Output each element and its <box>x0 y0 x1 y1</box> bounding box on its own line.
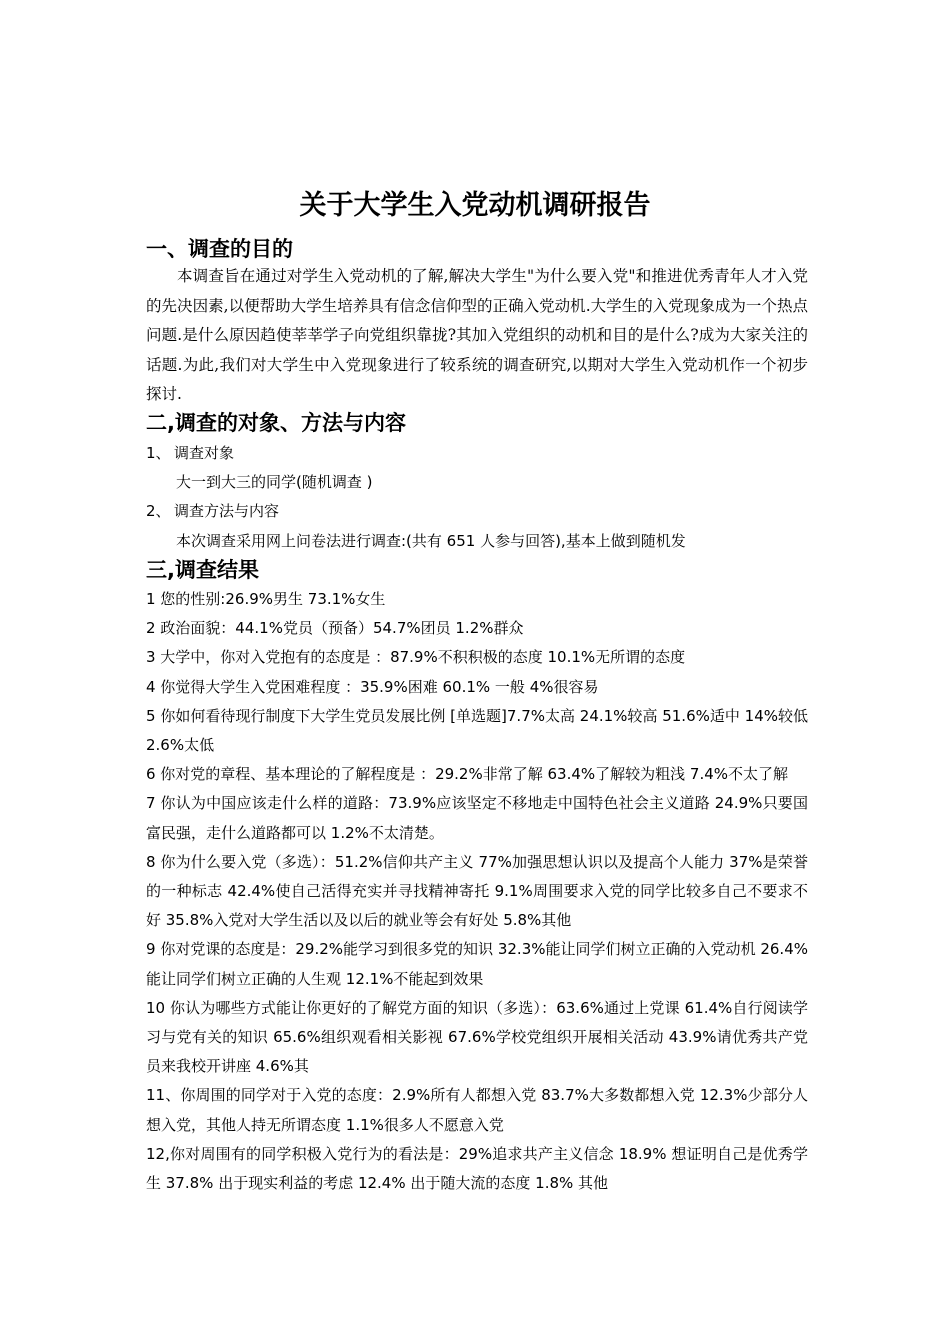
method-item-2 <box>146 497 279 526</box>
result-item-11: 11、你周围的同学对于入党的态度：2.9%所有人都想入党 83.7%大多数都想入党 12.3%少部分人想入党，其他人持无所谓态度 1.1%很多人不愿意入党 <box>146 1086 808 1134</box>
result-item-8: 8 你为什么要入党（多选）：51.2%信仰共产主义 77%加强思想认识以及提高个人能力 37%是荣誉的一种标志 42.4%使自己活得充实并寻找精神寄托 9.1%周围要求入党的同学比较多自己不要求不好 35.8%入党对大学生活以及以后的就业等会有好处 5.8%其他 <box>146 852 808 930</box>
result-item-5: 5 你如何看待现行制度下大学生党员发展比例 [单选题]7.7%太高 24.1%较高 51.6%适中 14%较低 2.6%太低 <box>146 706 808 755</box>
result-item-12: 12,你对周围有的同学积极入党行为的看法是：29%追求共产主义信念 18.9% 想证明自己是优秀学生 37.8% 出于现实利益的考虑 12.4% 出于随大流的态度 1.8% 其他 <box>146 1144 808 1193</box>
method-item-2-number: 2、 <box>146 502 171 520</box>
purpose-paragraph: 本调查旨在通过对学生入党动机的了解,解决大学生"为什么要入党"和推进优秀青年人才入党的先决因素,以便帮助大学生培养具有信念信仰型的正确入党动机.大学生的入党现象成为一个热点问题.是什么原因趋使莘莘学子向党组织靠拢?其加入党组织的动机和目的是什么?成为大家关注的话题.为此,我们对大学生中入党现象进行了较系统的调查研究,以期对大学生入党动机作一个初步探讨. <box>146 267 808 403</box>
method-item-1 <box>146 439 234 468</box>
results-list <box>146 585 808 1198</box>
result-item-1: 1 您的性别:26.9%男生 73.1%女生 <box>146 590 386 608</box>
result-item-10: 10 你认为哪些方式能让你更好的了解党方面的知识（多选）：63.6%通过上党课 61.4%自行阅读学习与党有关的知识 65.6%组织观看相关影视 67.6%学校党组织开展相关活动 43.9%请优秀共产党员来我校开讲座 4.6%其 <box>146 998 808 1076</box>
section-heading-results: 三,调查结果 <box>146 558 259 582</box>
result-item-6: 6 你对党的章程、基本理论的了解程度是 ：29.2%非常了解 63.4%了解较为粗浅 7.4%不太了解 <box>146 765 789 784</box>
method-item-2-label: 调查方法与内容 <box>174 502 280 520</box>
method-item-1-number: 1、 <box>146 444 171 462</box>
result-item-3: 3 大学中，你对入党抱有的态度是 ：87.9%不积积极的态度 10.1%无所谓的态度 <box>146 648 686 667</box>
method-item-1-label: 调查对象 <box>174 444 235 462</box>
section-heading-purpose: 一、调查的目的 <box>146 237 293 261</box>
result-item-7: 7 你认为中国应该走什么样的道路：73.9%应该坚定不移地走中国特色社会主义道路 24.9%只要国富民强，走什么道路都可以 1.2%不太清楚。 <box>146 794 808 842</box>
result-item-2: 2 政治面貌：44.1%党员（预备）54.7%团员 1.2%群众 <box>146 619 524 638</box>
method-item-1-text: 大一到大三的同学(随机调查 ) <box>176 473 373 491</box>
section-heading-method: 二,调查的对象、方法与内容 <box>146 411 406 435</box>
document-title: 关于大学生入党动机调研报告 <box>299 190 651 221</box>
result-item-9: 9 你对党课的态度是：29.2%能学习到很多党的知识 32.3%能让同学们树立正确的入党动机 26.4%能让同学们树立正确的人生观 12.1%不能起到效果 <box>146 940 808 988</box>
method-item-2-text: 本次调查采用网上问卷法进行调查:(共有 651 人参与回答),基本上做到随机发 <box>176 532 686 550</box>
result-item-4: 4 你觉得大学生入党困难程度 ：35.9%困难 60.1% 一般 4%很容易 <box>146 677 599 696</box>
